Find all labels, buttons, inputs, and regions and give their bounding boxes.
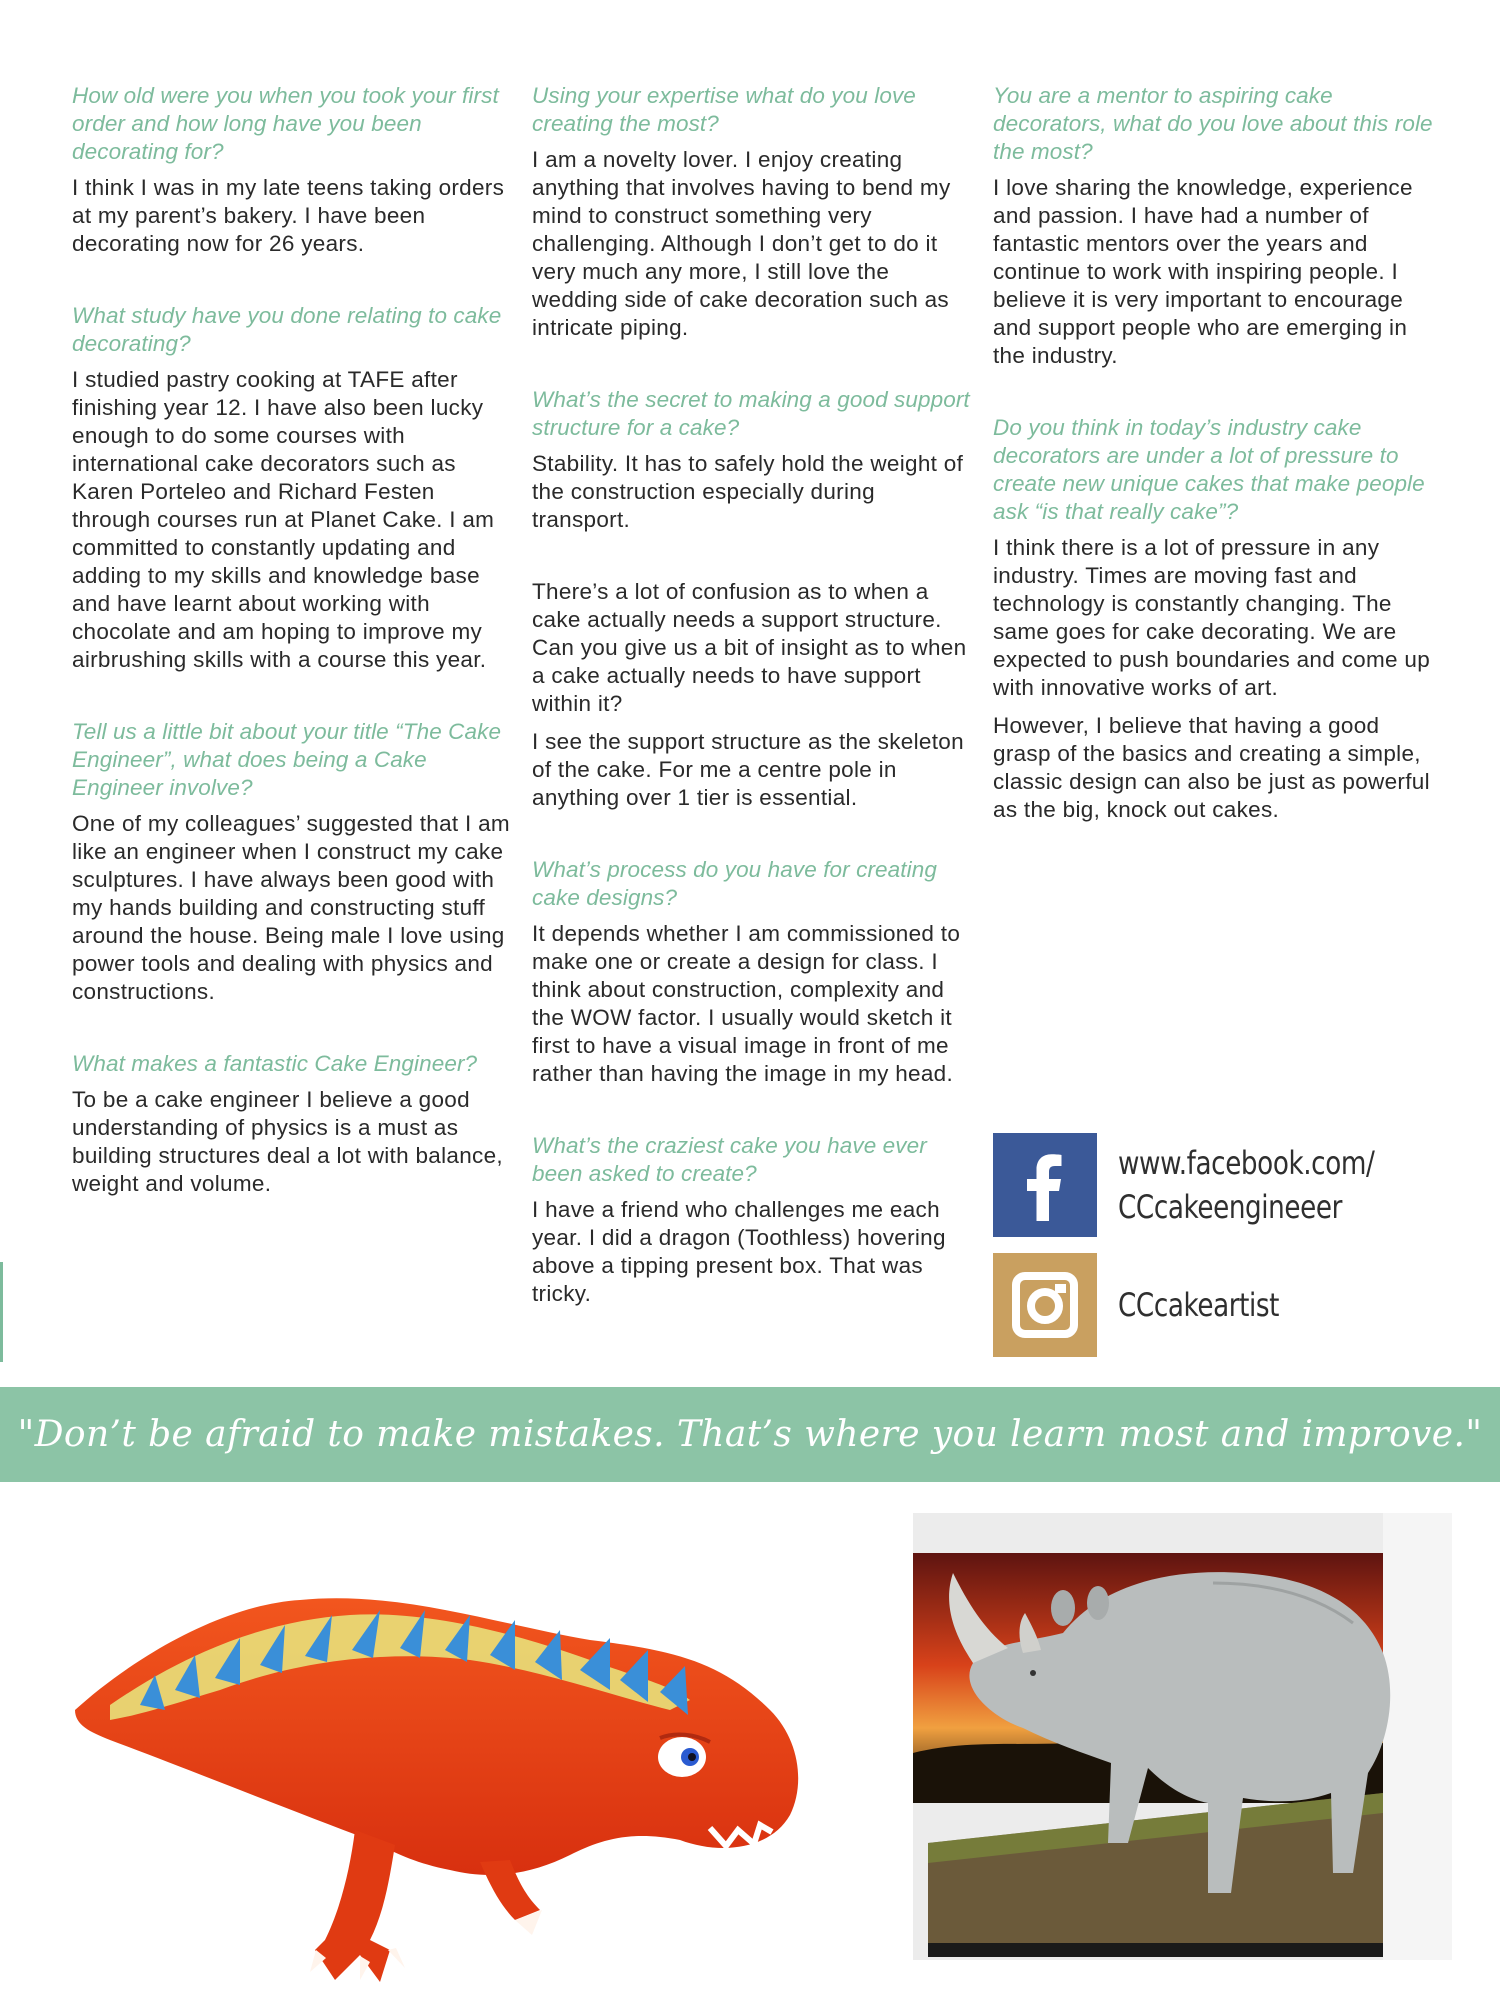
interview-item — [532, 1132, 977, 1308]
interview-answer: I think I was in my late teens taking orders at my parent’s bakery. I have been decorating now for 26 years. — [72, 175, 505, 256]
interview-answer: I have a friend who challenges me each year. I did a dragon (Toothless) hovering above a tipping present box. That was tricky. — [532, 1197, 946, 1306]
interview-item — [532, 82, 977, 342]
interview-question: Tell us a little bit about your title “The Cake Engineer”, what does being a Cake Engineer involve? — [72, 719, 502, 800]
interview-item — [532, 578, 977, 812]
interview-answer: To be a cake engineer I believe a good understanding of physics is a must as building structures deal a lot with balance, weight and volume. — [72, 1087, 503, 1196]
instagram-handle[interactable]: CCcakeartist — [1118, 1286, 1280, 1324]
column-3 — [993, 82, 1438, 868]
interview-item — [532, 386, 977, 534]
interview-question-plain: There’s a lot of confusion as to when a cake actually needs a support structure. Can you give us a bit of insight as to when a cake actually needs to have support within it? — [532, 579, 967, 716]
column-1 — [72, 82, 517, 1242]
interview-answer: However, I believe that having a good grasp of the basics and creating a simple, classic design can also be just as powerful as the big, knock out cakes. — [993, 713, 1430, 822]
interview-question: Using your expertise what do you love creating the most? — [532, 83, 916, 136]
interview-item — [72, 302, 517, 674]
interview-answer: I love sharing the knowledge, experience and passion. I have had a number of fantastic mentors over the years and continue to work with inspiring people. I believe it is very important to encourage and support people who are emerging in the industry. — [993, 175, 1413, 368]
interview-question: What’s the craziest cake you have ever been asked to create? — [532, 1133, 927, 1186]
dinosaur-cake-photo — [70, 1510, 870, 1990]
pull-quote-band — [0, 1387, 1500, 1482]
facebook-icon — [993, 1133, 1097, 1237]
interview-question: Do you think in today’s industry cake decorators are under a lot of pressure to create new unique cakes that make people ask “is that really cake”? — [993, 415, 1425, 524]
interview-item — [72, 82, 517, 258]
instagram-icon — [993, 1253, 1097, 1357]
facebook-url[interactable]: www.facebook.com/ CCcakeengineeer — [1118, 1144, 1375, 1226]
interview-answer: I am a novelty lover. I enjoy creating anything that involves having to bend my mind to construct something very challenging. Although I don’t get to do it very much any more, I still love the wedding side of cake decoration such as intricate piping. — [532, 147, 951, 340]
column-2 — [532, 82, 977, 1352]
interview-question: What study have you done relating to cake decorating? — [72, 303, 502, 356]
interview-item — [72, 718, 517, 1006]
interview-item — [532, 856, 977, 1088]
interview-answer: Stability. It has to safely hold the weight of the construction especially during transport. — [532, 451, 964, 532]
interview-question: What makes a fantastic Cake Engineer? — [72, 1051, 478, 1076]
interview-answer: I think there is a lot of pressure in any industry. Times are moving fast and technology is constantly changing. The same goes for cake decorating. We are expected to push boundaries and come up with innovative works of art. — [993, 535, 1431, 700]
interview-answer: I studied pastry cooking at TAFE after finishing year 12. I have also been lucky enough to do some courses with international cake decorators such as Karen Porteleo and Richard Festen through courses run at Planet Cake. I am committed to constantly updating and adding to my skills and knowledge base and have learnt about working with chocolate and am hoping to improve my airbrushing skills with a course this year. — [72, 367, 495, 672]
interview-answer: I see the support structure as the skeleton of the cake. For me a centre pole in anything over 1 tier is essential. — [532, 729, 964, 810]
pull-quote: "Don’t be afraid to make mistakes. That’s where you learn most and improve." — [17, 1414, 1483, 1455]
interview-question: What’s the secret to making a good support structure for a cake? — [532, 387, 970, 440]
interview-item — [72, 1050, 517, 1198]
interview-item — [993, 414, 1438, 824]
interview-item — [993, 82, 1438, 370]
rhino-cake-photo — [913, 1513, 1452, 1960]
interview-answer: It depends whether I am commissioned to make one or create a design for class. I think about construction, complexity and the WOW factor. I usually would sketch it first to have a visual image in front of me rather than having the image in my head. — [532, 921, 961, 1086]
interview-question: How old were you when you took your first order and how long have you been decorating for? — [72, 83, 499, 164]
interview-question: You are a mentor to aspiring cake decorators, what do you love about this role the most? — [993, 83, 1433, 164]
page-edge-accent — [0, 1262, 3, 1362]
interview-answer: One of my colleagues’ suggested that I am like an engineer when I construct my cake sculptures. I have always been good with my hands building and constructing stuff around the house. Being male I love using power tools and dealing with physics and constructions. — [72, 811, 510, 1004]
interview-question: What’s process do you have for creating cake designs? — [532, 857, 937, 910]
